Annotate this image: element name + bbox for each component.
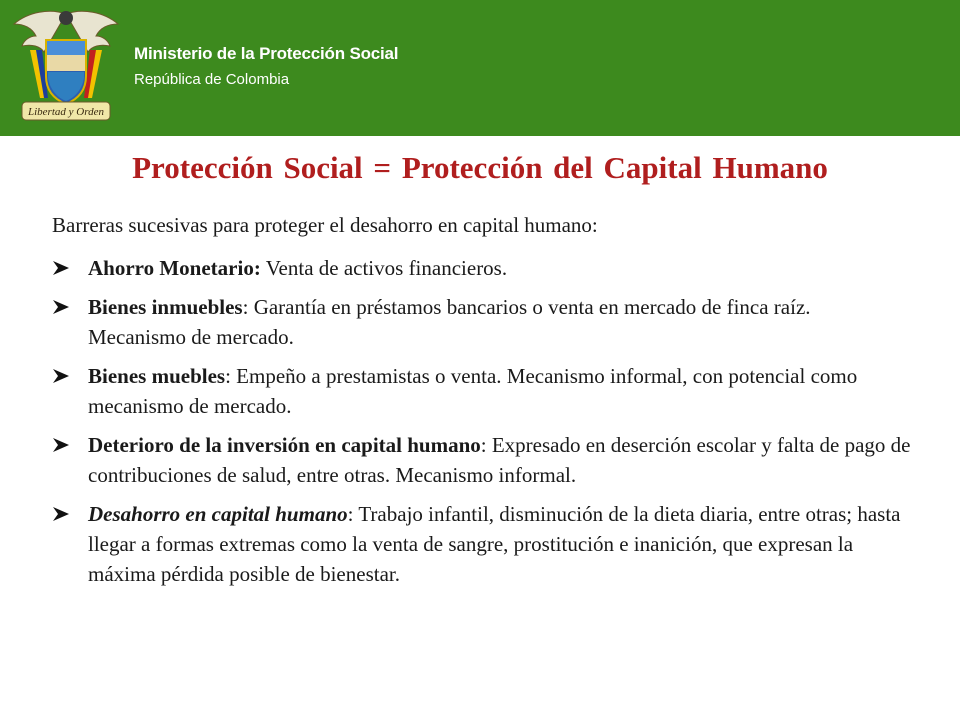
- arrow-bullet-icon: [52, 299, 70, 315]
- bullet-term: Deterioro de la inversión en capital humano: [88, 433, 481, 457]
- motto-text: Libertad y Orden: [28, 106, 104, 118]
- bullet-text: : Empeño a prestamistas o venta. Mecanismo informal, con potencial como mecanismo de mercado.: [88, 364, 858, 418]
- bullet-list: [52, 253, 912, 598]
- list-item: [52, 292, 912, 352]
- arrow-bullet-icon: [52, 437, 70, 453]
- country-name: República de Colombia: [134, 71, 290, 88]
- bullet-term: Ahorro Monetario:: [88, 256, 261, 280]
- arrow-bullet-icon: [52, 260, 70, 276]
- arrow-bullet-icon: [52, 506, 70, 522]
- list-item: [52, 499, 912, 589]
- bullet-text: : Expresado en deserción escolar y falta de pago de contribuciones de salud, entre otras. Mecanismo informal.: [88, 433, 911, 487]
- list-item: [52, 430, 912, 490]
- header-banner: [0, 0, 960, 136]
- page-title: Protección Social = Protección del Capital Humano: [132, 150, 828, 185]
- bullet-term: Bienes muebles: [88, 364, 226, 388]
- ministry-name: Ministerio de la Protección Social: [134, 44, 399, 63]
- arrow-bullet-icon: [52, 368, 70, 384]
- bullet-term: Desahorro en capital humano: [88, 502, 348, 526]
- coat-of-arms-icon: [10, 6, 122, 128]
- list-item: [52, 361, 912, 421]
- bullet-term: Bienes inmuebles: [88, 295, 243, 319]
- bullet-text: Venta de activos financieros.: [260, 256, 508, 280]
- bullet-text: : Trabajo infantil, disminución de la dieta diaria, entre otras; hasta llegar a formas extremas como la venta de sangre, prostitución e inanición, que expresan la máxima pérdida posible de bienestar.: [88, 502, 901, 586]
- bullet-text: : Garantía en préstamos bancarios o venta en mercado de finca raíz. Mecanismo de mercado.: [88, 295, 811, 349]
- intro-text: Barreras sucesivas para proteger el desahorro en capital humano:: [52, 213, 598, 237]
- list-item: [52, 253, 912, 283]
